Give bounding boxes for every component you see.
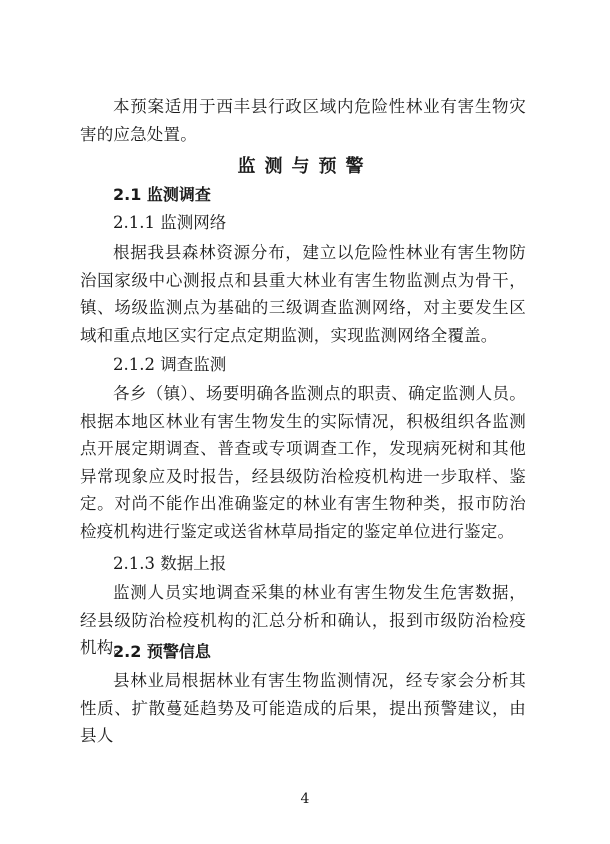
section-2-1-1-title: 2.1.1 监测网络	[113, 213, 227, 232]
section-2-2-title: 2.2 预警信息	[113, 642, 211, 661]
section-2-1-title: 2.1 监测调查	[113, 185, 211, 204]
section-2-1-2-body: 各乡（镇）、场要明确各监测点的职责、确定监测人员。根据本地区林业有害生物发生的实际情况，积极组织各监测点开展定期调查、普查或专项调查工作，发现病死树和其他异常现象应及时报告，经县级防治检疫机构进一步取样、鉴定。对尚不能作出准确鉴定的林业有害生物种类，报市防治检疫机构进行鉴定或送省林草局指定的鉴定单位进行鉴定。	[80, 384, 526, 541]
intro-paragraph: 本预案适用于西丰县行政区域内危险性林业有害生物灾害的应急处置。	[80, 97, 526, 144]
section-2-1-3-title: 2.1.3 数据上报	[113, 554, 227, 573]
section-2-1-3-body: 监测人员实地调查采集的林业有害生物发生危害数据，经县级防治检疫机构的汇总分析和确认，报到市级防治检疫机构。	[80, 583, 526, 657]
section-2-1-2-title: 2.1.2 调查监测	[113, 355, 227, 374]
page-number: 4	[300, 791, 310, 807]
section-heading: 监测与预警	[237, 156, 373, 177]
section-2-2-body: 县林业局根据林业有害生物监测情况，经专家会分析其性质、扩散蔓延趋势及可能造成的后果，提出预警建议，由县人	[80, 671, 526, 745]
section-2-1-1-body: 根据我县森林资源分布，建立以危险性林业有害生物防治国家级中心测报点和县重大林业有害生物监测点为骨干，镇、场级监测点为基础的三级调查监测网络，对主要发生区域和重点地区实行定点定期监测，实现监测网络全覆盖。	[80, 243, 526, 345]
